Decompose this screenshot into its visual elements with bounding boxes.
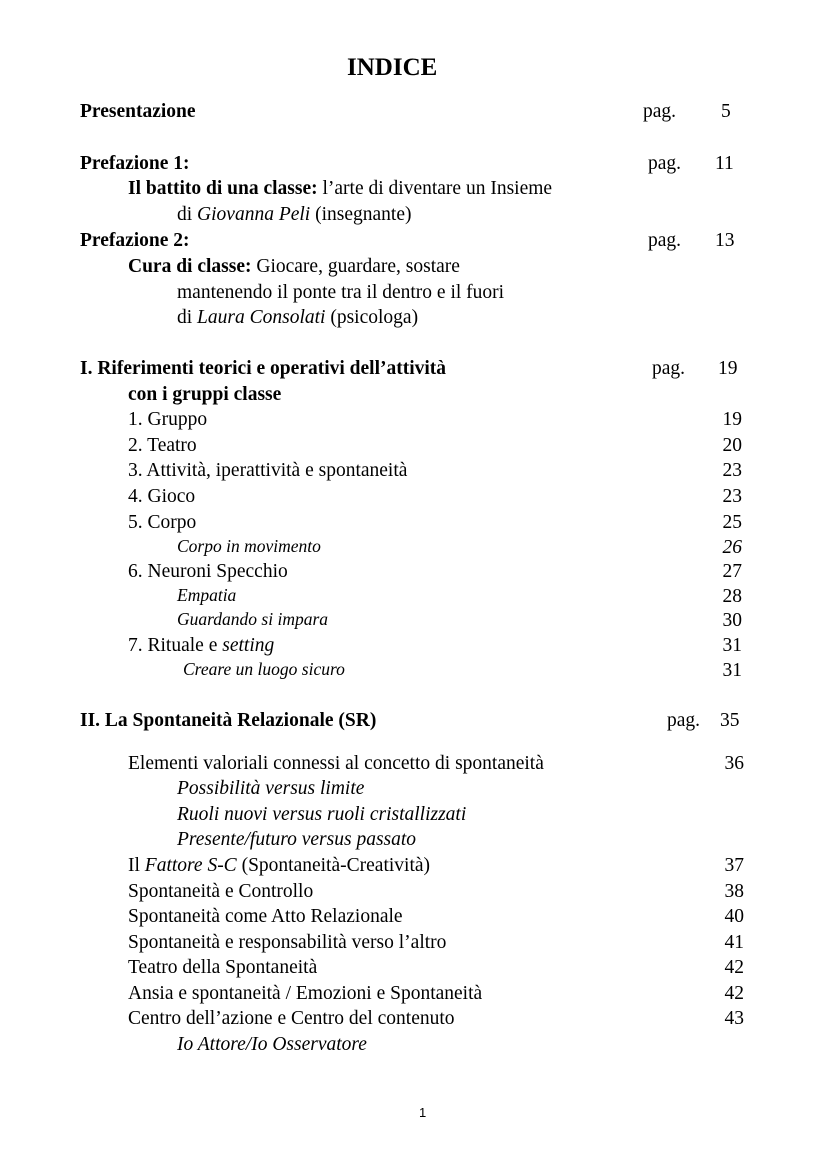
toc-page-number: 43 [724, 1008, 744, 1029]
toc-prefazione-2: Prefazione 2: [80, 230, 190, 251]
toc-prefazione-1: Prefazione 1: [80, 153, 190, 174]
page-number-footer: 1 [419, 1105, 427, 1120]
toc-page-number: 20 [722, 435, 742, 456]
toc-item: 4. Gioco [128, 486, 196, 507]
toc-page-number: 23 [722, 486, 742, 507]
toc-item [128, 856, 430, 876]
toc-page-number: 27 [722, 561, 742, 582]
item-italic: Fattore S-C [144, 855, 237, 876]
pag-label: pag. [643, 101, 677, 122]
toc-page-number: 42 [724, 957, 744, 978]
toc-prefazione-2-subtitle [128, 257, 460, 277]
toc-item: Ansia e spontaneità / Emozioni e Spontaneità [128, 983, 483, 1004]
toc-page-number: 19 [718, 358, 738, 379]
author-prefix: di [177, 204, 198, 225]
toc-page-number: 30 [722, 610, 742, 631]
author-name: Laura Consolati [197, 307, 326, 328]
toc-prefazione-1-author [177, 205, 412, 225]
toc-item: Spontaneità e responsabilità verso l’altro [128, 932, 447, 953]
toc-page-number: 13 [715, 230, 735, 251]
toc-item: Elementi valoriali connessi al concetto di spontaneità [128, 753, 544, 774]
toc-page-number: 5 [721, 101, 731, 122]
subtitle-bold: Cura di classe: [128, 256, 252, 277]
toc-item [128, 636, 274, 656]
page-title: INDICE [347, 54, 438, 81]
toc-subitem: Io Attore/Io Osservatore [177, 1034, 367, 1055]
pag-label: pag. [652, 358, 686, 379]
item-text: (Spontaneità-Creatività) [236, 855, 431, 876]
toc-page-number: 28 [722, 586, 742, 607]
item-italic: setting [222, 635, 275, 656]
author-prefix: di [177, 307, 198, 328]
toc-subitem: Possibilità versus limite [177, 778, 365, 799]
toc-item: 6. Neuroni Specchio [128, 561, 288, 582]
toc-chapter-1-line2: con i gruppi classe [128, 384, 282, 405]
toc-page-number: 26 [722, 537, 742, 558]
subtitle-rest: l’arte di diventare un Insieme [317, 178, 553, 199]
toc-item: Spontaneità come Atto Relazionale [128, 906, 403, 927]
toc-subitem: Corpo in movimento [177, 536, 321, 556]
item-text: 7. Rituale e [128, 635, 223, 656]
toc-presentazione: Presentazione [80, 101, 196, 122]
author-role: (insegnante) [310, 204, 412, 225]
toc-item: 5. Corpo [128, 512, 197, 533]
toc-page-number: 42 [724, 983, 744, 1004]
toc-page-number: 11 [715, 153, 734, 174]
subtitle-rest: Giocare, guardare, sostare [251, 256, 460, 277]
toc-page-number: 41 [724, 932, 744, 953]
toc-subitem: Presente/futuro versus passato [177, 829, 417, 850]
toc-prefazione-2-subtitle-line2: mantenendo il ponte tra il dentro e il fuori [177, 282, 505, 303]
toc-page-number: 35 [720, 710, 740, 731]
item-prefix: Il [128, 855, 145, 876]
toc-prefazione-2-author [177, 308, 418, 328]
toc-page-number: 36 [724, 753, 744, 774]
toc-page-number: 38 [724, 881, 744, 902]
toc-item: Spontaneità e Controllo [128, 881, 314, 902]
toc-item: 2. Teatro [128, 435, 197, 456]
toc-page-number: 31 [722, 635, 742, 656]
toc-page-number: 19 [722, 409, 742, 430]
pag-label: pag. [648, 230, 682, 251]
toc-page-number: 31 [722, 660, 742, 681]
toc-page-number: 23 [722, 460, 742, 481]
toc-page-number: 37 [724, 855, 744, 876]
toc-chapter-1: I. Riferimenti teorici e operativi dell’attività [80, 358, 447, 379]
toc-item: Teatro della Spontaneità [128, 957, 318, 978]
toc-page-number: 25 [722, 512, 742, 533]
pag-label: pag. [667, 710, 701, 731]
pag-label: pag. [648, 153, 682, 174]
toc-subitem: Guardando si impara [177, 609, 329, 629]
author-role: (psicologa) [325, 307, 419, 328]
toc-chapter-2: II. La Spontaneità Relazionale (SR) [80, 710, 377, 731]
toc-subitem: Creare un luogo sicuro [183, 659, 345, 679]
toc-item: Centro dell’azione e Centro del contenuto [128, 1008, 455, 1029]
toc-prefazione-1-subtitle [128, 179, 552, 199]
toc-item: 3. Attività, iperattività e spontaneità [128, 460, 408, 481]
toc-subitem: Empatia [177, 585, 237, 605]
author-name: Giovanna Peli [197, 204, 311, 225]
toc-item: 1. Gruppo [128, 409, 208, 430]
subtitle-bold: Il battito di una classe: [128, 178, 318, 199]
toc-subitem: Ruoli nuovi versus ruoli cristallizzati [177, 804, 467, 825]
toc-page-number: 40 [724, 906, 744, 927]
